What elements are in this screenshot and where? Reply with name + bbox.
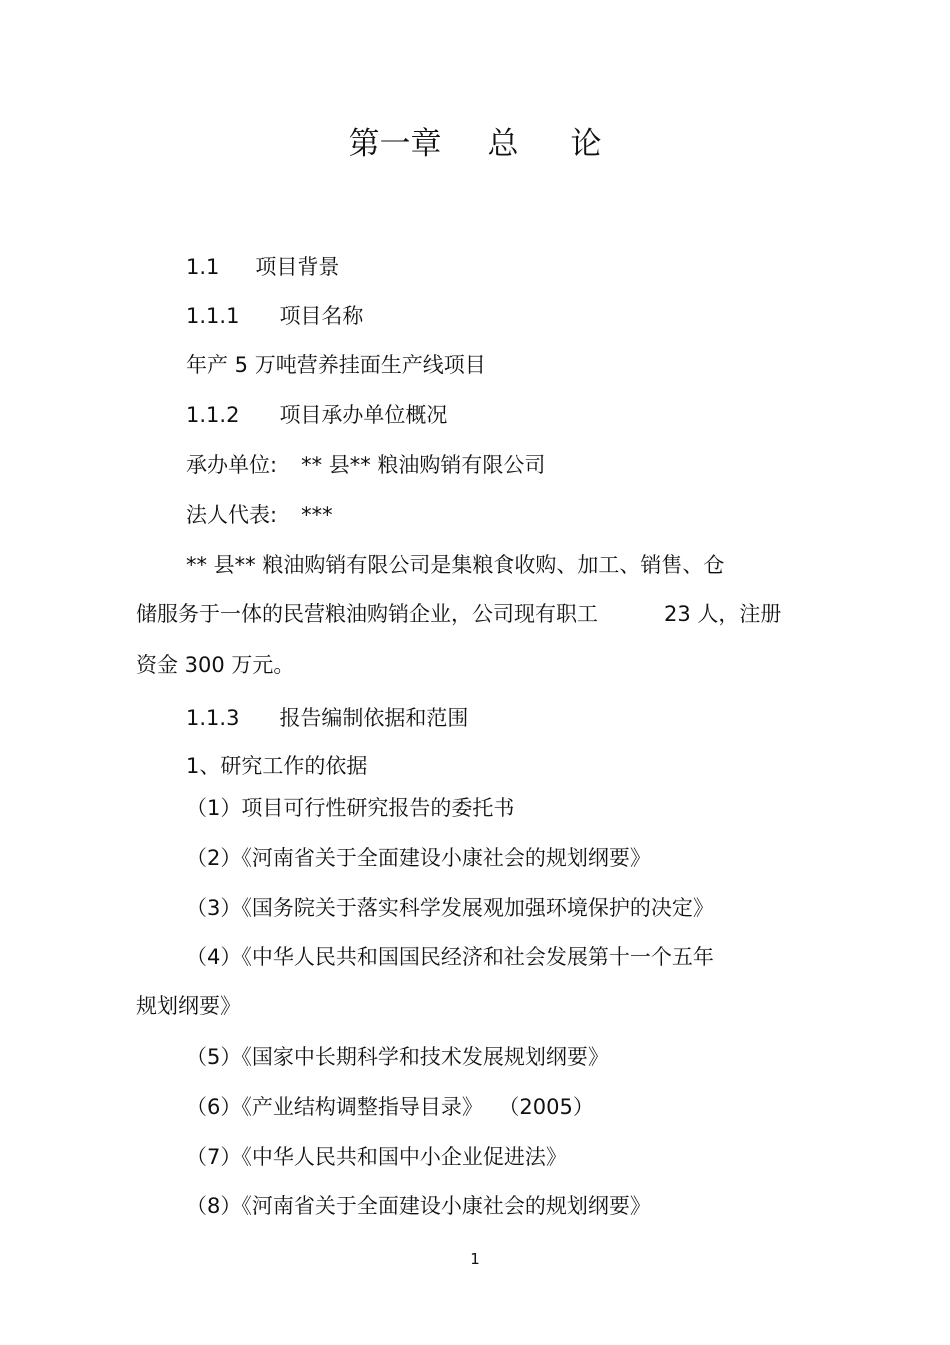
unit-line [186,450,545,480]
basis-item: （2）《河南省关于全面建设小康社会的规划纲要》 [186,846,651,870]
rep-line [186,500,333,530]
chapter-title-part2: 总 [487,126,519,162]
unit-value: ** 县** 粮油购销有限公司 [301,453,546,477]
rep-value: *** [301,503,333,527]
unit-label: 承办单位: [186,453,278,477]
basis-item: （3）《国务院关于落实科学发展观加强环境保护的决定》 [186,896,714,920]
basis-item: （5）《国家中长期科学和技术发展规划纲要》 [186,1045,609,1069]
intro-line-1: ** 县** 粮油购销有限公司是集粮食收购、加工、销售、仓 [186,553,725,577]
basis-item [186,1092,594,1122]
basis-item: （7）《中华人民共和国中小企业促进法》 [186,1145,567,1169]
basis-item-year: （2005） [508,1095,594,1119]
basis-item: （8）《河南省关于全面建设小康社会的规划纲要》 [186,1194,651,1218]
section-title: 项目承办单位概况 [279,403,448,427]
section-title: 项目背景 [255,255,340,279]
basis-item: （1）项目可行性研究报告的委托书 [186,796,515,820]
section-number: 1.1.1 [186,304,240,328]
intro-line-2b: 23 人，注册 [664,602,782,626]
basis-item: （4）《中华人民共和国国民经济和社会发展第十一个五年 [186,945,714,969]
section-number: 1.1 [186,255,220,279]
intro-line-3: 资金 300 万元。 [136,653,295,677]
section-heading-1-1 [186,252,339,282]
chapter-title-part3: 论 [570,126,602,162]
chapter-title [0,122,950,166]
section-number: 1.1.2 [186,403,240,427]
rep-label: 法人代表: [186,503,278,527]
project-name-text: 年产 5 万吨营养挂面生产线项目 [186,353,486,377]
page-number: 1 [470,1250,480,1268]
basis-item-continued: 规划纲要》 [136,994,241,1018]
section-title: 报告编制依据和范围 [279,706,469,730]
section-heading-1-1-1 [186,301,363,331]
section-title: 项目名称 [279,304,364,328]
basis-item-text: （6）《产业结构调整指导目录》 [186,1095,483,1119]
intro-line-2a: 储服务于一体的民营粮油购销企业，公司现有职工 [136,602,598,626]
basis-heading: 1、研究工作的依据 [186,754,368,778]
section-heading-1-1-2 [186,400,447,430]
section-number: 1.1.3 [186,706,240,730]
section-heading-1-1-3 [186,703,468,733]
intro-line-2 [136,599,781,629]
chapter-title-part1: 第一章 [348,126,442,162]
